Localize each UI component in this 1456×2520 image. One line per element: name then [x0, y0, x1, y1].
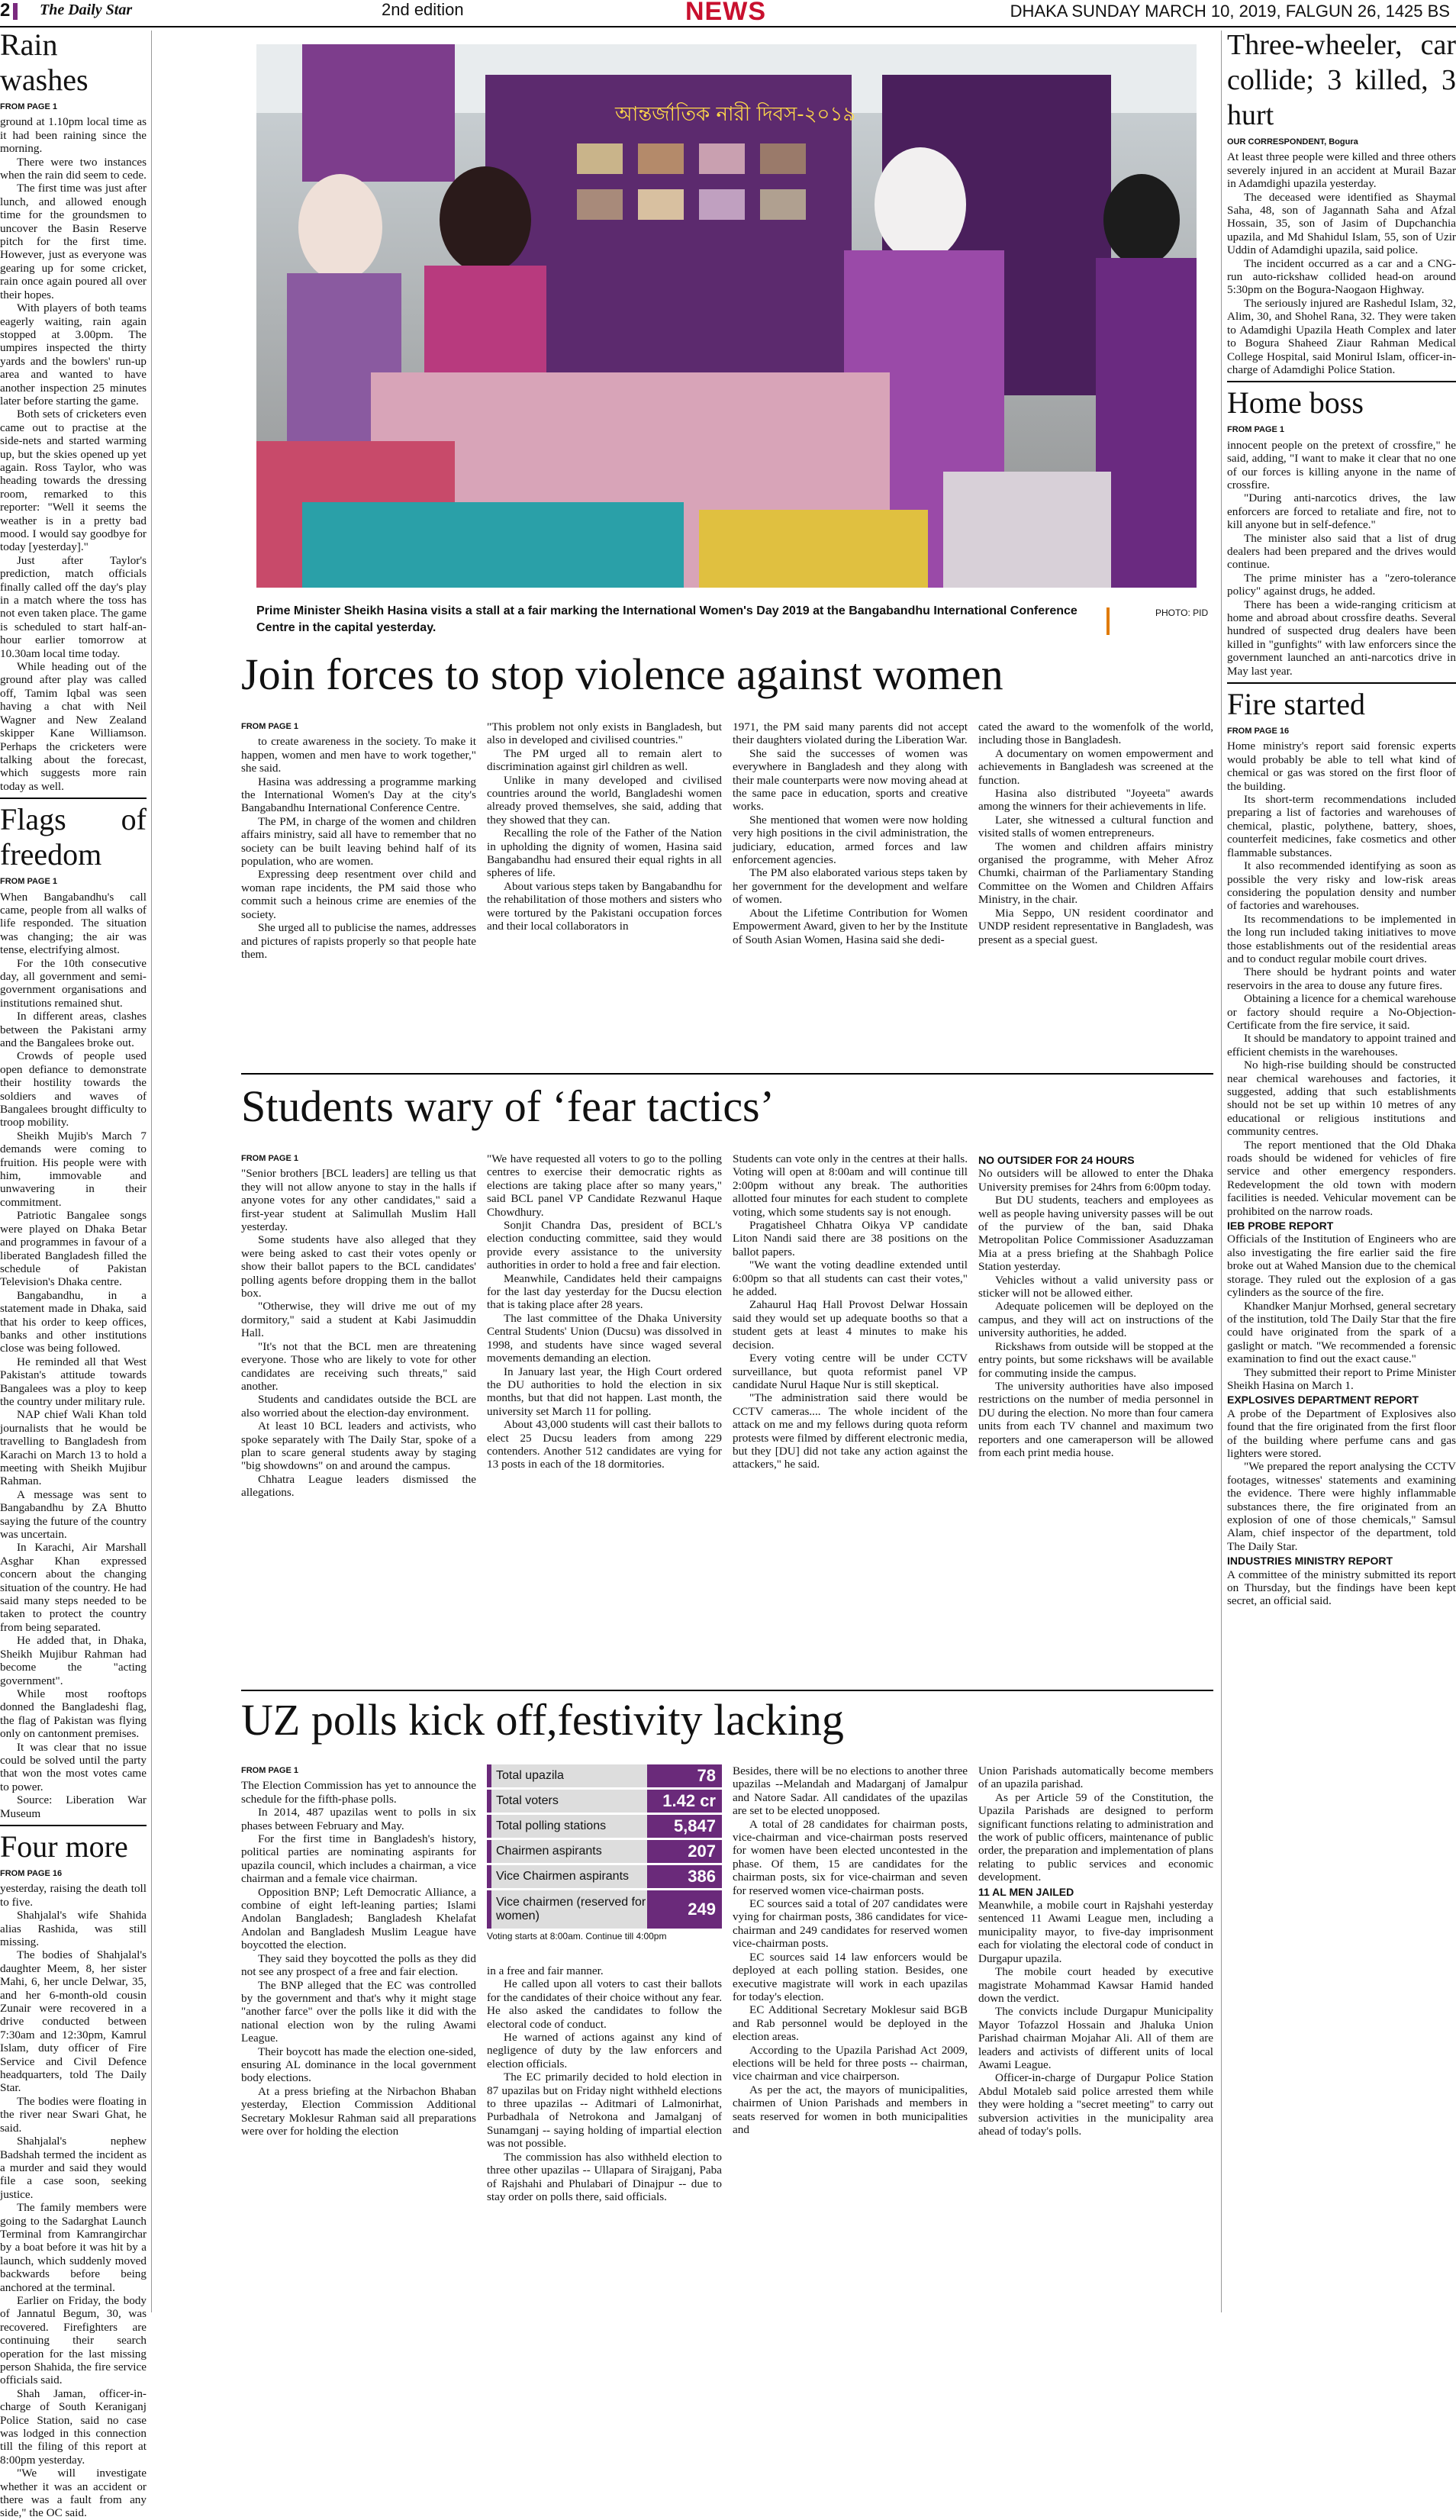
students-subhead: NO OUTSIDER FOR 24 HOURS [978, 1154, 1135, 1166]
paragraph: There were two instances when the rain did seem to cede. [0, 155, 147, 182]
violence-col-3 [733, 720, 968, 1065]
paragraph: Its short-term recommendations included preparing a list of factories and warehouses of chemical, plastic, polythene, battery, shoes, counterfeit medicines, fake cosmetics and other flammable substances. [1227, 793, 1456, 859]
paragraph: At a press briefing at the Nirbachon Bhaban yesterday, Election Commission Additional Secretary Moklesur Rahman said all preparations were over for holding the election [241, 2084, 476, 2138]
stat-value: 1.42 cr [647, 1790, 722, 1813]
fire-headline: Fire started [1227, 687, 1366, 722]
upazila-col-4b-body [978, 1899, 1213, 2138]
paragraph: The university authorities have also imposed restrictions on the number of media personnel in DU during the election. No more than four camera units from each TV channel and maximum two reporters and one cameraperson will be allowed from each print media house. [978, 1379, 1213, 1459]
paragraph: Officer-in-charge of Durgapur Police Station Abdul Motaleb said police arrested them while they were holding a "secret meeting" to carry out subversion activities in the municipality area ahead of today's polls. [978, 2071, 1213, 2138]
paragraph: Unlike in many developed and civilised countries around the world, Bangladeshi women already proved themselves, she said, adding that they showed that they can. [487, 773, 722, 827]
paragraph: He reminded all that West Pakistan's attitude towards Bangalees was a ploy to keep the country under military rule. [0, 1355, 147, 1408]
paragraph: The BNP alleged that the EC was controlled by the government and that's why it might stage "another farce" over the polls like it did with the national election won by the ruling Awami League. [241, 1978, 476, 2045]
paragraph: While heading out of the ground after play was called off, Tamim Iqbal was seen having a chat with Neil Wagner and New Zealand skipper Kane Williamson. Perhaps the cricketers were talking about the forecast, which suggests more rain today as well. [0, 660, 147, 793]
students-col-2-body [487, 1152, 722, 1471]
upazila-col-3-body [733, 1764, 968, 2136]
paragraph: "We prepared the report analysing the CCTV footages, witnesses' statements and examining the evidence. There were highly inflammable substances there, the fire originated from an explosion of one of those chemicals," Samsul Alam, chief inspector of the department, told The Daily Star. [1227, 1460, 1456, 1553]
right-column [1227, 27, 1456, 2309]
upazila-col-4-body [978, 1764, 1213, 1884]
paragraph: No outsiders will be allowed to enter the Dhaka University premises for 24hrs from 6:00pm today. [978, 1167, 1213, 1194]
column-rule [1221, 31, 1222, 2312]
paragraph: A documentary on women empowerment and achievements in Bangladesh was screened at the function. [978, 746, 1213, 787]
paragraph: Shahjalal's nephew Badshah termed the incident as a murder and said they would file a case soon, seeking justice. [0, 2135, 147, 2201]
students-col-3 [733, 1152, 968, 1687]
paragraph: As per Article 59 of the Constitution, the Upazila Parishads are designed to perform significant functions relating to administration and the work of public officers, maintenance of public order, the preparation and implementation of plans relating to public services and economic development. [978, 1790, 1213, 1884]
paragraph: Meanwhile, Candidates held their campaigns for the last day yesterday for the Ducsu election that is taking place after 28 years. [487, 1271, 722, 1312]
violence-col-2 [487, 720, 722, 1065]
paragraph: Khandker Manjur Morhsed, general secretary of the institution, told The Daily Star that the fire could have originated from the spark of a gaslight or match. "We recommended a forensic examination to find out the exact cause." [1227, 1299, 1456, 1366]
paragraph: Source: Liberation War Museum [0, 1793, 147, 1820]
students-col-1 [241, 1152, 476, 1687]
fire-body-4 [1227, 1568, 1456, 1608]
violence-col-1-body [241, 735, 476, 961]
page-number: 2 [0, 0, 18, 21]
paragraph: Adequate policemen will be deployed on the campus, and they will act on instructions of the university authorities, he added. [978, 1300, 1213, 1340]
paragraph: innocent people on the pretext of crossfire," he said, adding, "I want to make it clear that no one of our forces is killing anyone in the name of crossfire. [1227, 438, 1456, 491]
threewheeler-story [1227, 27, 1456, 376]
paragraph: Vehicles without a valid university pass or sticker will not be allowed either. [978, 1273, 1213, 1300]
students-col-4 [978, 1152, 1213, 1687]
paragraph: Hasina was addressing a programme marking the International Women's Day at the city's Bangabandhu International Conference Centre. [241, 775, 476, 815]
paragraph: Shahjalal's wife Shahida alias Rashida, was still missing. [0, 1909, 147, 1948]
story-rule [241, 1690, 1213, 1691]
upazila-col-2 [487, 1964, 722, 2322]
section-title: NEWS [685, 0, 766, 26]
rain-headline: Rain washes [0, 27, 89, 97]
violence-headline: Join forces to stop violence against women [241, 649, 1003, 699]
violence-col-3-body [733, 720, 968, 946]
section-bar [13, 3, 18, 20]
stat-value: 5,847 [647, 1815, 722, 1838]
paragraph: At least 10 BCL leaders and activists, who spoke separately with The Daily Star, spoke of a plan to scare general students away by staging "big showdowns" on and around the campus. [241, 1420, 476, 1473]
paragraph: They said they boycotted the polls as they did not see any prospect of a free and fair election. [241, 1951, 476, 1979]
paragraph: According to the Upazila Parishad Act 2009, elections will be held for three posts -- chairman, vice chairman and vice chairperson. [733, 2043, 968, 2083]
paragraph: With players of both teams eagerly waiting, rain again stopped at 3.00pm. The umpires inspected the thirty yards and the bowlers' run-up area and wanted to have another inspection 25 minutes later before starting the game. [0, 301, 147, 408]
paragraph: in a free and fair manner. [487, 1964, 604, 1977]
upazila-col-1-body [241, 1779, 476, 2138]
paragraph: In January last year, the High Court ordered the DU authorities to hold the election in six months, but that did not happen. Last month, the university set March 11 for polling. [487, 1365, 722, 1418]
students-col-2 [487, 1152, 722, 1687]
students-col-3-body [733, 1152, 968, 1471]
paragraph: "The administration said there would be CCTV cameras.... The whole incident of the attack on me and my fellows during quota reform protests were filmed by different electronic media, but they [DU] did not take any action against the attackers," he said. [733, 1391, 968, 1471]
paragraph: When Bangabandhu's call came, people from all walks of life responded. The situation was changing; the air was tense, electrifying almost. [0, 890, 147, 957]
edition-label: 2nd edition [382, 0, 464, 19]
paragraph: Its recommendations to be implemented in the long run included taking initiatives to move those establishments out of the residential areas and to conduct regular mobile court drives. [1227, 912, 1456, 965]
paragraph: ground at 1.10pm local time as it had been raining since the morning. [0, 115, 147, 156]
fourmore-story [0, 1829, 147, 2520]
paragraph: Earlier on Friday, the body of Jannatul Begum, 30, was recovered. Firefighters are continuing their search operation for the last missing person Shahida, the fire service officials said. [0, 2293, 147, 2387]
paragraph: The bodies of Shahjalal's daughter Meem, 8, her sister Mahi, 6, her uncle Delwar, 35, and her 6-month-old cousin Zunair were recovered in a drive conducted between 7:30am and 12:30pm, Kamrul Islam, duty officer of Fire Service and Civil Defence headquarters, told The Daily Star. [0, 1948, 147, 2095]
paragraph: Recalling the role of the Father of the Nation in upholding the dignity of women, Hasina said Bangabandhu had ensured their equal rights in all spheres of life. [487, 827, 722, 880]
fire-story [1227, 687, 1456, 1608]
paragraph: Just after Taylor's prediction, match officials finally called off the day's play in a match where the toss has not even taken place. The game is scheduled to start half-an-hour earlier tomorrow at 10.30am local time today. [0, 553, 147, 660]
paragraph: There has been a wide-ranging criticism at home and abroad about crossfire deaths. Several hundred of suspected drug dealers have been killed in "gunfights" with law enforcers since the government launched an anti-narcotics drive in May last year. [1227, 598, 1456, 678]
upazila-col-3 [733, 1764, 968, 2322]
upazila-stats-box [487, 1764, 722, 1942]
paragraph: The convicts include Durgapur Municipality Mayor Tofazzol Hossain and Jhaluka Union Parishad chairman Mojahar Ali. All of them are leaders and activists of different units of local Awami League. [978, 2005, 1213, 2071]
stat-value: 249 [647, 1890, 722, 1929]
divider [0, 1825, 147, 1826]
page-header [0, 0, 1456, 27]
rain-body [0, 115, 147, 793]
paragraph: Rickshaws from outside will be stopped at the entry points, but some rickshaws will be available for commuting inside the campus. [978, 1339, 1213, 1380]
students-col-1-body [241, 1167, 476, 1499]
paragraph: It also recommended identifying as soon as possible the very risky and low-risk areas considering the population density and number of factories and warehouses. [1227, 859, 1456, 913]
paragraph: In different areas, clashes between the Pakistani army and the Bangalees broke out. [0, 1010, 147, 1049]
rain-story [0, 27, 147, 793]
paragraph: The EC primarily decided to hold election in 87 upazilas but on Friday night withheld elections to three upazilas -- Aditmari of Lalmonirhat, Purbadhala of Netrokona and Jamalganj of Sunamganj -- saying holding of impartial election was not possible. [487, 2070, 722, 2151]
paragraph: The report mentioned that the Old Dhaka roads should be widened for vehicles of fire service and other emergency responders. Redevelopment the old town with modern facilities is needed. Vehicular movement can be prohibited on the narrow roads. [1227, 1138, 1456, 1218]
paragraph: Sheikh Mujib's March 7 demands were coming to fruition. His people were with him, immovable and unwavering in their commitment. [0, 1129, 147, 1209]
paragraph: There should be hydrant points and water reservoirs in the area to douse any future fires. [1227, 965, 1456, 992]
paragraph: Pragatisheel Chhatra Oikya VP candidate Liton Nandi said there are 38 positions on the ballot papers. [733, 1219, 968, 1258]
paragraph: Home ministry's report said forensic experts would probably be able to tell what kind of chemical or gas was stored on the first floor of the building. [1227, 740, 1456, 793]
rain-byline: FROM PAGE 1 [0, 102, 57, 111]
paragraph: It should be mandatory to appoint trained and efficient chemists in the warehouses. [1227, 1032, 1456, 1059]
stat-row [487, 1790, 722, 1813]
stat-label: Vice chairmen (reserved for women) [487, 1890, 647, 1929]
upazila-col-1 [241, 1764, 476, 2322]
stat-label: Total polling stations [487, 1815, 647, 1838]
paragraph: yesterday, raising the death toll to five. [0, 1882, 147, 1909]
paragraph: He added that, in Dhaka, Sheikh Mujibur Rahman had become the "acting government". [0, 1634, 147, 1687]
flags-byline: FROM PAGE 1 [0, 877, 57, 887]
paragraph: Expressing deep resentment over child and woman rape incidents, the PM said those who commit such a heinous crime are enemies of the society. [241, 868, 476, 921]
paragraph: About the Lifetime Contribution for Women Empowerment Award, given to her by the Institute of South Asian Women, Hasina said she dedi- [733, 906, 968, 946]
paragraph: Shah Jaman, officer-in-charge of South Keraniganj Police Station, said no case was lodged in this connection till the filing of this report at 8:00pm yesterday. [0, 2386, 147, 2467]
paragraph: "We want the voting deadline extended until 6:00pm so that all students can cast their votes," he added. [733, 1258, 968, 1299]
upazila-byline: FROM PAGE 1 [241, 1766, 298, 1775]
stat-value: 386 [647, 1865, 722, 1888]
paragraph: Every voting centre will be under CCTV surveillance, but quota reformist panel VP candidate Nurul Haque Nur is still skeptical. [733, 1352, 968, 1391]
homeboss-headline: Home boss [1227, 385, 1364, 421]
paragraph: NAP chief Wali Khan told journalists that he would be travelling to Bangladesh from Karachi on March 13 to hold a meeting with Sheikh Mujibur Rahman. [0, 1408, 147, 1488]
paragraph: Their boycott has made the election one-sided, ensuring AL dominance in the local government body elections. [241, 2045, 476, 2085]
paragraph: The minister also said that a list of drug dealers had been prepared and the drives would continue. [1227, 531, 1456, 572]
paragraph: Meanwhile, a mobile court in Rajshahi yesterday sentenced 11 Awami League men, including a municipality mayor, to five-day imprisonment each for violating the electoral code of conduct in Durgapur upazila. [978, 1899, 1213, 1965]
paragraph: At least three people were killed and three others severely injured in an accident at Murail Bazar in Adamdighi upazila yesterday. [1227, 150, 1456, 191]
paragraph: Crowds of people used open defiance to demonstrate their hostility towards the soldiers and waves of Bangalees brought difficulty to troop mobility. [0, 1049, 147, 1129]
threewheeler-byline: OUR CORRESPONDENT, Bogura [1227, 137, 1358, 147]
paragraph: "This problem not only exists in Bangladesh, but also in developed and civilised countries." [487, 720, 722, 747]
paragraph: The mobile court headed by executive magistrate Mohammad Kawsar Hamid handed down the verdict. [978, 1965, 1213, 2005]
paragraph: The commission has also withheld election to three other upazilas -- Ullapara of Sirajganj, Paba of Rajshahi and Phulabari of Dinajpur -- due to stay order on polls there, said officials. [487, 2150, 722, 2203]
homeboss-story [1227, 385, 1456, 678]
stat-label: Vice Chairmen aspirants [487, 1865, 647, 1888]
paragraph: Zahaurul Haq Hall Provost Delwar Hossain said they would set up adequate booths so that a student gets at least 4 minutes to make his decision. [733, 1298, 968, 1352]
paragraph: In Karachi, Air Marshall Asghar Khan expressed concern about the changing situation of the country. He had said many steps needed to be taken to protect the country from being separated. [0, 1541, 147, 1634]
paragraph: They submitted their report to Prime Minister Sheikh Hasina on March 1. [1227, 1365, 1456, 1392]
upazila-headline: UZ polls kick off,festivity lacking [241, 1695, 844, 1745]
stat-label: Total voters [487, 1790, 647, 1813]
paragraph: Later, she witnessed a cultural function and visited stalls of women entrepreneurs. [978, 813, 1213, 840]
story-rule [241, 1073, 1213, 1075]
stat-label: Chairmen aspirants [487, 1840, 647, 1863]
paragraph: She said the successes of women was everywhere in Bangladesh and they along with their male counterparts were now moving ahead at the same pace in education, sports and creative works. [733, 746, 968, 814]
students-byline: FROM PAGE 1 [241, 1154, 298, 1163]
paragraph: For the first time in Bangladesh's history, political parties are nominating aspirants for upazila council, which includes a chairman, a vice chairman and a female vice chairman. [241, 1832, 476, 1886]
photo-credit: PHOTO: PID [1155, 607, 1209, 618]
fire-byline: FROM PAGE 16 [1227, 727, 1290, 736]
flags-story [0, 802, 147, 1820]
fire-subhead-1: IEB PROBE REPORT [1227, 1220, 1334, 1233]
paragraph: Hasina also distributed "Joyeeta" awards among the winners for their achievements in life. [978, 787, 1213, 814]
paragraph: The prime minister has a "zero-tolerance policy" against drugs, he added. [1227, 571, 1456, 598]
stat-row [487, 1815, 722, 1838]
flags-headline: Flags of freedom [0, 802, 147, 872]
paragraph: Sonjit Chandra Das, president of BCL's election conducting committee, said they would provide every assistance to the university authorities in order to hold a free and fair election. [487, 1219, 722, 1272]
paragraph: About various steps taken by Bangabandhu for the rehabilitation of those mothers and sisters who were tortured by the Pakistani occupation forces and their local collaborators in [487, 879, 722, 933]
paragraph: "We will investigate whether it was an accident or there was a fault from any side," the OC said. [0, 2467, 147, 2520]
fire-body-3 [1227, 1407, 1456, 1553]
paragraph: The family members were going to the Sadarghat Launch Terminal from Kamrangirchar by a boat before it was hit by a launch, which suddenly moved backwards before being anchored at the terminal. [0, 2201, 147, 2294]
paragraph: About 43,000 students will cast their ballots to elect 25 Ducsu leaders from among 229 contenders. Another 512 candidates are vying for 13 posts in each of the 18 dormitories. [487, 1418, 722, 1471]
paragraph: "Senior brothers [BCL leaders] are telling us that they will not allow anyone to stay in the halls if anyone votes for any other candidates," said a first-year student at Salimullah Muslim Hall yesterday. [241, 1167, 476, 1234]
paragraph: Patriotic Bangalee songs were played on Dhaka Betar and programmes in favour of a liberated Bangladesh filled the schedule of Pakistan Television's Dhaka centre. [0, 1209, 147, 1289]
paragraph: The women and children affairs ministry organised the programme, with Meher Afroz Chumki, chairman of the Parliamentary Standing Committee on the Women and Children Affairs Ministry, in the chair. [978, 839, 1213, 907]
fire-body-2 [1227, 1233, 1456, 1392]
divider [0, 798, 147, 799]
paragraph: Mia Seppo, UN resident coordinator and UNDP resident representative in Bangladesh, was present as a special guest. [978, 906, 1213, 946]
paragraph: But DU students, teachers and employees as well as people having university passes will be out of the purview of the ban, said Dhaka Metropolitan Police Commissioner Asaduzzaman Mia at a press briefing at the Shahbagh Police Station yesterday. [978, 1194, 1213, 1274]
stat-value: 78 [647, 1764, 722, 1787]
upazila-col-4 [978, 1764, 1213, 2322]
paragraph: 1971, the PM said many parents did not accept their daughters violated during the Liberation War. [733, 720, 968, 747]
dateline: DHAKA SUNDAY MARCH 10, 2019, FALGUN 26, 1425 BS [1010, 2, 1450, 21]
paragraph: The PM also elaborated various steps taken by her government for the development and welfare of women. [733, 866, 968, 907]
paragraph: EC Additional Secretary Moklesur said BGB and Rab personnel would be deployed in the election areas. [733, 2003, 968, 2044]
paragraph: The deceased were identified as Shaymal Saha, 48, son of Jagannath Saha and Afzal Hossain, 35, son of Jasim of Dupchanchia upazila, and Md Shahidul Islam, 55, son of Uzir Uddin of Adamdighi upazila, said police. [1227, 190, 1456, 257]
paragraph: Chhatra League leaders dismissed the allegations. [241, 1472, 476, 1500]
paragraph: Both sets of cricketers even came out to practise at the side-nets and started warming up, but the skies opened up yet again. Ross Taylor, who was heading towards the dressing room, remarked to this reporter: "Well it seems the weather is in a pretty bad mood. I would say goodbye for today [yesterday]." [0, 408, 147, 554]
paragraph: While most rooftops donned the Bangladeshi flag, the flag of Pakistan was flying only on cantonment premises. [0, 1687, 147, 1741]
paragraph: As per the act, the mayors of municipalities, chairmen of Union Parishads and members in seats reserved for women in both municipalities and [733, 2083, 968, 2136]
divider [1227, 381, 1456, 382]
paragraph: The last committee of the Dhaka University Central Students' Union (Ducsu) was dissolved in 1998, and students have since waged several movements demanding an election. [487, 1311, 722, 1365]
violence-col-4 [978, 720, 1213, 1065]
paragraph: Students and candidates outside the BCL are also worried about the election-day environment. [241, 1393, 476, 1420]
paragraph: The first time was just after lunch, and allowed enough time for the groundsmen to uncover the Basin Reserve pitch for the first time. However, just as everyone was gearing up for some cricket, rain once again poured all over their hopes. [0, 182, 147, 301]
paragraph: Students can vote only in the centres at their halls. Voting will open at 8:00am and will continue till 2:00pm without any break. The authorities allotted four minutes for each student to complete voting, which some students say is not enough. [733, 1152, 968, 1219]
masthead: The Daily Star [40, 2, 133, 18]
paragraph: He called upon all voters to cast their ballots for the candidates of their choice without any fear. He also asked the candidates to follow the electoral code of conduct. [487, 1977, 722, 2031]
students-col-4-body [978, 1167, 1213, 1459]
paragraph: Officials of the Institution of Engineers who are also investigating the fire earlier said the fire broke out at Wahed Mansion due to the chemical storage. They ruled out the explosion of a gas cylinders as the source of the fire. [1227, 1233, 1456, 1300]
fourmore-body [0, 1882, 147, 2520]
paragraph: "It's not that the BCL men are threatening everyone. Those who are likely to vote for other candidates are receiving such threats," said another. [241, 1339, 476, 1393]
paragraph: The PM, in charge of the women and children affairs ministry, said all have to remember that no society can be built leaving behind half of its population, who are women. [241, 814, 476, 868]
paragraph: Bangabandhu, in a statement made in Dhaka, said that his order to keep offices, banks and other institutions close was being followed. [0, 1288, 147, 1355]
paragraph: The incident occurred as a car and a CNG-run auto-rickshaw collided head-on around 5:30pm on the Bogura-Naogaon Highway. [1227, 256, 1456, 297]
fourmore-byline: FROM PAGE 16 [0, 1868, 63, 1878]
paragraph: A committee of the ministry submitted its report on Thursday, but the findings have been kept secret, an official said. [1227, 1568, 1456, 1608]
paragraph: "Otherwise, they will drive me out of my dormitory," said a student at Kabi Jasimuddin Hall. [241, 1300, 476, 1340]
paragraph: Obtaining a licence for a chemical warehouse or factory should require a No-Objection-Certificate from the fire service, it said. [1227, 992, 1456, 1032]
paragraph: Opposition BNP; Left Democratic Alliance, a combine of eight left-leaning parties; Islami Andolan Bangladesh; Bangladesh Khelafat Andolan and Bangladesh Muslim League have boycotted the election. [241, 1885, 476, 1952]
threewheeler-headline: Three-wheeler, car collide; 3 killed, 3 hurt [1227, 29, 1456, 131]
stat-value: 207 [647, 1840, 722, 1863]
stat-label: Total upazila [487, 1764, 647, 1787]
fourmore-headline: Four more [0, 1829, 128, 1864]
students-headline: Students wary of ‘fear tactics’ [241, 1081, 775, 1131]
paragraph: She mentioned that women were now holding very high positions in the civil administration, the judiciary, education, armed forces and law enforcement agencies. [733, 813, 968, 867]
paragraph: Some students have also alleged that they were being asked to cast their votes openly or show their ballot papers to the BCL candidates' polling agents before dropping them in the ballot box. [241, 1233, 476, 1300]
lead-photo [256, 44, 1197, 588]
photo-illustration [256, 44, 1197, 588]
violence-byline: FROM PAGE 1 [241, 722, 298, 731]
upazila-subhead: 11 AL MEN JAILED [978, 1885, 1074, 1898]
paragraph: "During anti-narcotics drives, the law enforcers are forced to retaliate and fire, not to kill anyone but in self-defence." [1227, 491, 1456, 532]
paragraph: to create awareness in the society. To make it happen, women and men have to work together," she said. [241, 735, 476, 775]
homeboss-byline: FROM PAGE 1 [1227, 425, 1284, 435]
paragraph: The Election Commission has yet to announce the schedule for the fifth-phase polls. [241, 1779, 476, 1806]
paragraph: EC sources said 14 law enforcers would be deployed at each polling station. Besides, one executive magistrate will work in each upazilas for today's election. [733, 1950, 968, 2003]
upazila-col-2-body [487, 1964, 722, 2203]
violence-col-1 [241, 720, 476, 1065]
stat-row [487, 1865, 722, 1888]
violence-col-2-body [487, 720, 722, 933]
paragraph: No high-rise building should be constructed near chemical warehouses and factories, it suggested, adding that such establishments should not be set up within 10 metres of any educational or religious institutions and community centres. [1227, 1059, 1456, 1139]
paragraph: cated the award to the womenfolk of the world, including those in Bangladesh. [978, 720, 1213, 747]
paragraph: A probe of the Department of Explosives also found that the fire originated from the first floor of the building where perfume cans and gas lighters were stored. [1227, 1407, 1456, 1460]
paragraph: In 2014, 487 upazilas went to polls in six phases between February and May. [241, 1806, 476, 1832]
left-column [0, 27, 147, 2520]
stat-row [487, 1840, 722, 1863]
photo-caption: Prime Minister Sheikh Hasina visits a stall at a fair marking the International Women's Day 2019 at the Bangabandhu International Conference Centre in the capital yesterday. [256, 604, 1078, 634]
flags-body [0, 891, 147, 1820]
column-rule [151, 31, 152, 2312]
stat-row [487, 1764, 722, 1787]
paragraph: Union Parishads automatically become members of an upazila parishad. [978, 1764, 1213, 1791]
paragraph: The bodies were floating in the river near Swari Ghat, he said. [0, 2094, 147, 2135]
paragraph: The seriously injured are Rashedul Islam, 32, Alim, 30, and Shohel Rana, 32. They were taken to Adamdighi Upazila Heath Complex and later to Bogura Shaheed Ziaur Rahman Medical College Hospital, said Monirul Islam, officer-in-charge of Adamdighi Police Station. [1227, 296, 1456, 376]
divider [1227, 682, 1456, 684]
threewheeler-body [1227, 150, 1456, 376]
stats-note: Voting starts at 8:00am. Continue till 4:00pm [487, 1931, 667, 1942]
homeboss-body [1227, 439, 1456, 678]
paragraph: A total of 28 candidates for chairman posts, vice-chairman and vice-chairman posts reserved for women have been elected uncontested in the phase. Of them, 15 are candidates for the chairman posts, six for vice-chairman and seven for reserved women vice-chairman posts. [733, 1817, 968, 1897]
paragraph: "We have requested all voters to go to the polling centres to exercise their democratic rights as elections are taking place after so many years," said BCL panel VP Candidate Rezwanul Haque Chowdhury. [487, 1152, 722, 1219]
paragraph: A message was sent to Bangabandhu by ZA Bhutto saying the future of the country was uncertain. [0, 1487, 147, 1542]
fire-body [1227, 740, 1456, 1218]
fire-subhead-3: INDUSTRIES MINISTRY REPORT [1227, 1555, 1393, 1568]
paragraph: The PM urged all to remain alert to discrimination against girl children as well. [487, 746, 722, 774]
credit-bar [1106, 607, 1110, 635]
paragraph: Besides, there will be no elections to another three upazilas --Melandah and Madarganj of Jamalpur and Natore Sadar. All candidates of the upazilas are set to be elected unopposed. [733, 1764, 968, 1818]
paragraph: EC sources said a total of 207 candidates were vying for chairman posts, 386 candidates for vice-chairman and 249 candidates for reserved women vice-chairman posts. [733, 1897, 968, 1951]
paragraph: She urged all to publicise the names, addresses and pictures of rapists properly so that people hate them. [241, 921, 476, 961]
paragraph: For the 10th consecutive day, all government and semi-government organisations and institutions remained shut. [0, 956, 147, 1010]
violence-col-4-body [978, 720, 1213, 946]
fire-subhead-2: EXPLOSIVES DEPARTMENT REPORT [1227, 1394, 1419, 1407]
paragraph: It was clear that no issue could be solved until the party that won the most votes came to power. [0, 1740, 147, 1793]
stat-row [487, 1890, 722, 1929]
paragraph: He warned of actions against any kind of negligence of duty by the law enforcers and election officials. [487, 2031, 722, 2070]
banner-text: আন্তর্জাতিক নারী দিবস-২০১৯ [615, 103, 856, 126]
